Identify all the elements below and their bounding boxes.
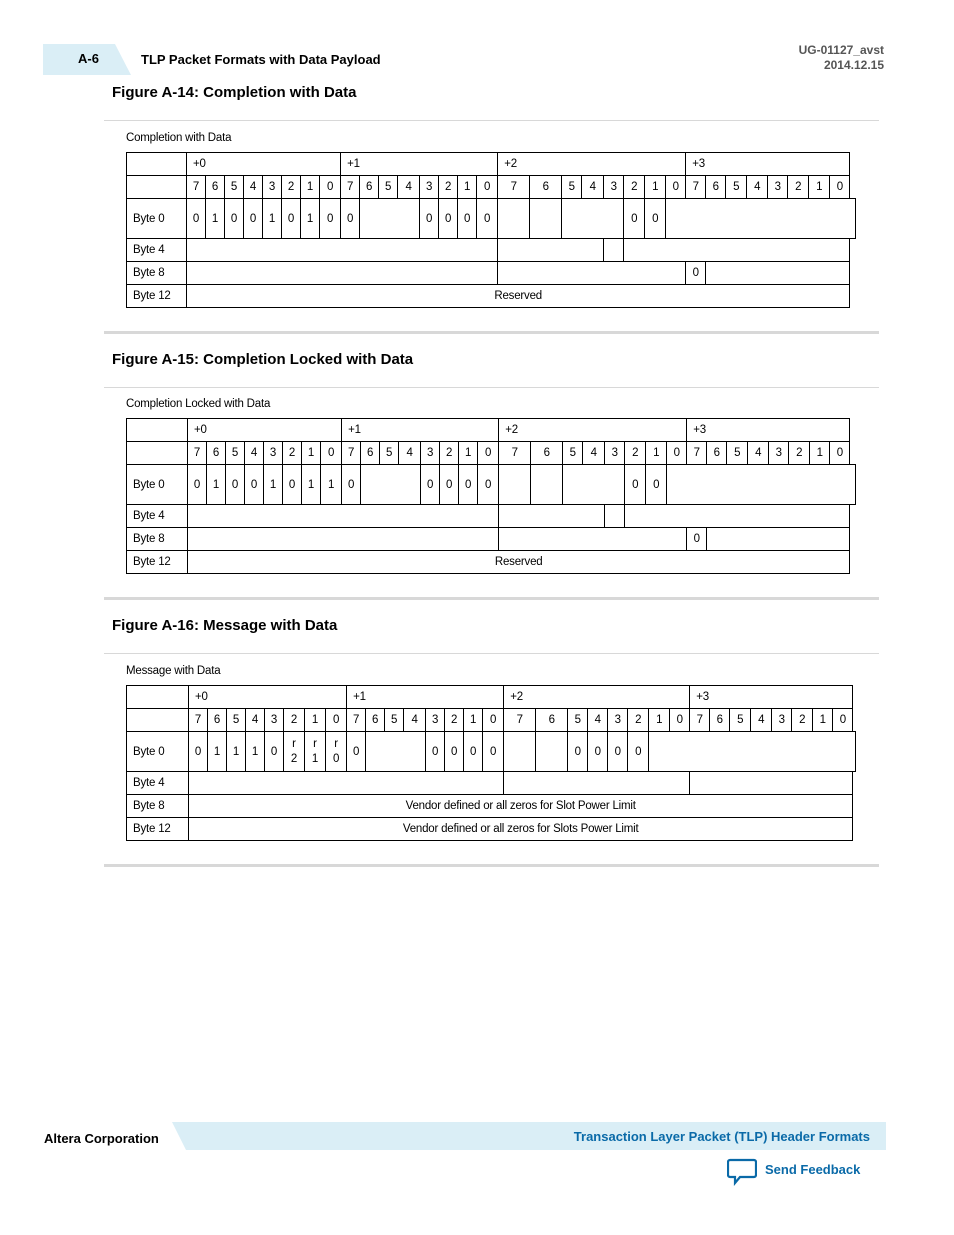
bit-number-cell: 1 — [305, 709, 326, 732]
bit-number-cell: 7 — [342, 442, 361, 465]
bit-number-cell: 5 — [385, 709, 404, 732]
doc-date: 2014.12.15 — [823, 58, 884, 72]
bit-number-cell: 3 — [420, 176, 439, 199]
figure-title: Figure A-15: Completion Locked with Data — [112, 351, 414, 368]
page-number: A-6 — [78, 51, 99, 66]
bit-number-cell: 0 — [667, 442, 687, 465]
bit-cell: 0 — [568, 732, 588, 772]
routing-bit-cell — [305, 732, 326, 772]
bit-number-cell: 1 — [809, 176, 830, 199]
tlp-header-table — [126, 685, 856, 841]
bit-cell: 0 — [439, 199, 458, 239]
bit-number-cell: 5 — [379, 176, 398, 199]
bit-number-cell: 2 — [792, 709, 813, 732]
bit-cell: 1 — [227, 732, 246, 772]
field-cell — [667, 465, 856, 505]
bit-cell: 0 — [347, 732, 366, 772]
row-label: Byte 12 — [127, 285, 187, 308]
bit-number-cell: 3 — [769, 442, 789, 465]
bit-number-cell: 3 — [421, 442, 440, 465]
bit-number-cell: 5 — [380, 442, 399, 465]
bit-number-cell: 5 — [568, 709, 588, 732]
row-label: Byte 12 — [127, 551, 188, 574]
figure-title: Figure A-16: Message with Data — [112, 617, 338, 634]
row-label: Byte 8 — [127, 262, 187, 285]
bit-number-cell: 1 — [458, 176, 477, 199]
byte-group-label: +0 — [188, 419, 342, 442]
bit-cell: 0 — [189, 732, 208, 772]
routing-bit-index: 0 — [332, 752, 340, 765]
field-cell — [498, 239, 604, 262]
field-cell — [536, 732, 568, 772]
row-label: Byte 0 — [127, 465, 188, 505]
bit-number-cell: 3 — [604, 176, 624, 199]
bit-number-cell: 0 — [321, 442, 342, 465]
bit-cell: 0 — [283, 465, 302, 505]
bit-number-cell: 7 — [189, 709, 208, 732]
bit-number-cell: 4 — [588, 709, 608, 732]
bit-number-cell: 4 — [398, 176, 420, 199]
bit-number-cell: 5 — [225, 176, 244, 199]
footer-company: Altera Corporation — [44, 1131, 159, 1146]
bit-number-cell: 2 — [282, 176, 301, 199]
figure-bottom-rule — [104, 331, 879, 334]
bit-cell: 1 — [302, 465, 321, 505]
bit-cell: 0 — [226, 465, 245, 505]
bit-cell: 0 — [646, 465, 667, 505]
bit-number-cell: 5 — [563, 442, 583, 465]
vendor-field-cell: Vendor defined or all zeros for Slots Power Limit — [189, 818, 853, 841]
bit-number-cell: 7 — [347, 709, 366, 732]
bit-cell: 0 — [342, 465, 361, 505]
bit-number-cell: 7 — [499, 442, 531, 465]
byte-group-label: +3 — [690, 686, 853, 709]
figure-caption: Completion with Data — [126, 132, 232, 144]
bit-cell: 1 — [208, 732, 227, 772]
bit-number-cell: 4 — [246, 709, 265, 732]
bit-number-cell: 7 — [498, 176, 530, 199]
bit-number-cell: 3 — [265, 709, 284, 732]
bit-number-cell: 7 — [690, 709, 710, 732]
bit-cell: 1 — [246, 732, 265, 772]
bit-cell: 1 — [207, 465, 226, 505]
bit-number-cell: 4 — [244, 176, 263, 199]
field-cell — [706, 262, 850, 285]
bit-number-cell: 2 — [788, 176, 809, 199]
field-cell — [187, 262, 498, 285]
bit-number-cell: 7 — [188, 442, 207, 465]
bit-number-cell: 2 — [625, 442, 646, 465]
byte-group-label: +3 — [686, 153, 850, 176]
bit-cell: 0 — [624, 199, 645, 239]
bit-number-cell: 4 — [582, 176, 604, 199]
bit-number-cell: 3 — [772, 709, 792, 732]
routing-bit-r: r — [334, 737, 338, 750]
bit-cell: 1 — [301, 199, 320, 239]
byte-group-label: +3 — [687, 419, 850, 442]
bit-number-cell: 6 — [366, 709, 385, 732]
field-cell — [563, 465, 625, 505]
field-cell — [690, 772, 853, 795]
bit-number-row — [127, 709, 856, 732]
figure-top-rule — [104, 120, 879, 121]
bit-cell: 1 — [264, 465, 283, 505]
bit-cell: 0 — [440, 465, 459, 505]
field-cell — [666, 199, 856, 239]
bit-cell: 0 — [686, 262, 706, 285]
field-cell — [707, 528, 850, 551]
bit-cell: 0 — [687, 528, 707, 551]
bit-number-cell: 6 — [536, 709, 568, 732]
bit-cell: 0 — [458, 199, 477, 239]
field-cell — [649, 732, 856, 772]
bit-number-cell: 7 — [686, 176, 706, 199]
bit-number-cell: 5 — [727, 442, 748, 465]
bit-number-cell: 4 — [748, 442, 769, 465]
bit-cell: 1 — [263, 199, 282, 239]
doc-id-code: UG-01127_avst — [798, 43, 884, 57]
bit-number-cell: 3 — [768, 176, 788, 199]
routing-bit-r: r — [313, 737, 317, 750]
field-cell — [531, 465, 563, 505]
feedback-icon[interactable] — [727, 1158, 757, 1191]
bit-number-cell: 0 — [320, 176, 341, 199]
figure-bottom-rule — [104, 864, 879, 867]
bit-number-cell: 2 — [284, 709, 305, 732]
footer-chapter-link[interactable]: Transaction Layer Packet (TLP) Header Formats — [573, 1129, 870, 1144]
bit-number-cell: 2 — [439, 176, 458, 199]
field-cell — [562, 199, 624, 239]
row-label: Byte 0 — [127, 199, 187, 239]
bit-number-cell: 2 — [440, 442, 459, 465]
bit-number-cell: 7 — [341, 176, 360, 199]
bit-number-cell: 4 — [245, 442, 264, 465]
byte-group-label: +0 — [189, 686, 347, 709]
bit-cell: 0 — [341, 199, 360, 239]
bit-number-cell: 3 — [608, 709, 628, 732]
field-cell — [504, 772, 690, 795]
field-cell — [189, 772, 504, 795]
bit-number-cell: 1 — [302, 442, 321, 465]
bit-number-cell: 5 — [562, 176, 582, 199]
reserved-cell: Reserved — [187, 285, 850, 308]
row-label: Byte 8 — [127, 795, 189, 818]
bit-number-cell: 6 — [361, 442, 380, 465]
field-cell — [624, 239, 850, 262]
bit-number-cell: 4 — [583, 442, 605, 465]
field-cell — [498, 262, 686, 285]
figure-caption: Completion Locked with Data — [126, 398, 271, 410]
bit-number-cell: 6 — [208, 709, 227, 732]
bit-number-cell: 3 — [263, 176, 282, 199]
bit-number-cell: 7 — [187, 176, 206, 199]
bit-cell: 0 — [225, 199, 244, 239]
field-cell — [499, 528, 687, 551]
bit-number-cell: 2 — [789, 442, 810, 465]
bit-cell: 0 — [320, 199, 341, 239]
bit-cell: 0 — [245, 465, 264, 505]
bit-number-cell: 0 — [830, 176, 850, 199]
byte-group-label: +2 — [504, 686, 690, 709]
vendor-field-cell: Vendor defined or all zeros for Slot Power Limit — [189, 795, 853, 818]
row-label: Byte 4 — [127, 505, 188, 528]
bit-number-row — [127, 176, 856, 199]
figure-top-rule — [104, 387, 879, 388]
field-cell — [499, 505, 605, 528]
bit-number-cell: 6 — [206, 176, 225, 199]
field-cell — [530, 199, 562, 239]
bit-cell: 0 — [426, 732, 445, 772]
reserved-cell: Reserved — [188, 551, 850, 574]
bit-cell: 0 — [625, 465, 646, 505]
bit-cell: 0 — [608, 732, 628, 772]
corner-cell — [127, 176, 187, 199]
bit-number-cell: 1 — [810, 442, 830, 465]
field-cell — [366, 732, 426, 772]
bit-cell: 0 — [187, 199, 206, 239]
routing-bit-r: r — [292, 737, 296, 750]
corner-cell — [127, 442, 188, 465]
row-label: Byte 12 — [127, 818, 189, 841]
field-cell — [187, 239, 498, 262]
figure-bottom-rule — [104, 597, 879, 600]
row-label: Byte 8 — [127, 528, 188, 551]
doc-id — [799, 43, 884, 73]
bit-number-cell: 2 — [624, 176, 645, 199]
field-cell — [604, 239, 624, 262]
field-cell — [188, 505, 499, 528]
field-cell — [499, 465, 531, 505]
bit-cell: 0 — [483, 732, 504, 772]
row-label: Byte 4 — [127, 772, 189, 795]
bit-number-cell: 5 — [726, 176, 747, 199]
bit-cell: 0 — [282, 199, 301, 239]
section-title: TLP Packet Formats with Data Payload — [141, 52, 381, 67]
bit-cell: 0 — [588, 732, 608, 772]
row-label: Byte 0 — [127, 732, 189, 772]
field-cell — [361, 465, 421, 505]
bit-cell: 0 — [478, 465, 499, 505]
bit-number-cell: 2 — [283, 442, 302, 465]
bit-cell: 0 — [645, 199, 666, 239]
figure-caption: Message with Data — [126, 665, 221, 677]
bit-number-cell: 6 — [710, 709, 730, 732]
routing-bit-cell — [326, 732, 347, 772]
bit-number-cell: 0 — [326, 709, 347, 732]
corner-cell — [127, 153, 187, 176]
byte-group-label: +1 — [347, 686, 504, 709]
bit-number-cell: 1 — [649, 709, 670, 732]
bit-number-cell: 0 — [478, 442, 499, 465]
bit-cell: 0 — [420, 199, 439, 239]
figure-top-rule — [104, 653, 879, 654]
bit-number-cell: 4 — [399, 442, 421, 465]
bit-number-cell: 6 — [706, 176, 726, 199]
bit-number-cell: 1 — [645, 176, 666, 199]
bit-number-cell: 0 — [483, 709, 504, 732]
bit-number-cell: 3 — [426, 709, 445, 732]
bit-number-cell: 6 — [531, 442, 563, 465]
routing-bit-index: 2 — [290, 752, 298, 765]
routing-bit-cell — [284, 732, 305, 772]
bit-number-cell: 4 — [747, 176, 768, 199]
bit-cell: 0 — [628, 732, 649, 772]
field-cell — [605, 505, 625, 528]
bit-number-cell: 0 — [670, 709, 690, 732]
bit-cell: 0 — [244, 199, 263, 239]
bit-cell: 1 — [321, 465, 342, 505]
bit-number-cell: 0 — [830, 442, 850, 465]
bit-cell: 0 — [464, 732, 483, 772]
bit-number-cell: 3 — [605, 442, 625, 465]
send-feedback-link[interactable]: Send Feedback — [765, 1162, 861, 1177]
byte-group-label: +1 — [342, 419, 499, 442]
bit-number-cell: 4 — [404, 709, 426, 732]
field-cell — [188, 528, 499, 551]
bit-cell: 0 — [477, 199, 498, 239]
bit-number-cell: 4 — [751, 709, 772, 732]
bit-cell: 0 — [445, 732, 464, 772]
bit-number-cell: 6 — [207, 442, 226, 465]
corner-cell — [127, 709, 189, 732]
byte-group-label: +2 — [498, 153, 686, 176]
bit-number-cell: 3 — [264, 442, 283, 465]
bit-cell: 0 — [459, 465, 478, 505]
bit-cell: 0 — [421, 465, 440, 505]
bit-number-cell: 2 — [445, 709, 464, 732]
tlp-header-table — [126, 152, 856, 308]
bit-number-cell: 2 — [628, 709, 649, 732]
bit-number-cell: 6 — [530, 176, 562, 199]
byte-group-label: +1 — [341, 153, 498, 176]
bit-number-cell: 7 — [687, 442, 707, 465]
bit-number-row — [127, 442, 856, 465]
bit-number-cell: 6 — [707, 442, 727, 465]
byte-group-label: +2 — [499, 419, 687, 442]
tlp-header-table — [126, 418, 856, 574]
figure-title: Figure A-14: Completion with Data — [112, 84, 357, 101]
bit-number-cell: 5 — [227, 709, 246, 732]
byte-group-label: +0 — [187, 153, 341, 176]
bit-number-cell: 1 — [301, 176, 320, 199]
corner-cell — [127, 419, 188, 442]
field-cell — [625, 505, 850, 528]
corner-cell — [127, 686, 189, 709]
bit-cell: 1 — [206, 199, 225, 239]
bit-number-cell: 6 — [360, 176, 379, 199]
bit-number-cell: 5 — [730, 709, 751, 732]
bit-cell: 0 — [265, 732, 284, 772]
bit-number-cell: 0 — [666, 176, 686, 199]
bit-number-cell: 1 — [813, 709, 833, 732]
routing-bit-index: 1 — [311, 752, 319, 765]
field-cell — [360, 199, 420, 239]
bit-number-cell: 5 — [226, 442, 245, 465]
bit-number-cell: 1 — [459, 442, 478, 465]
bit-number-cell: 1 — [464, 709, 483, 732]
row-label: Byte 4 — [127, 239, 187, 262]
field-cell — [498, 199, 530, 239]
bit-number-cell: 0 — [477, 176, 498, 199]
bit-number-cell: 7 — [504, 709, 536, 732]
bit-number-cell: 0 — [833, 709, 853, 732]
field-cell — [504, 732, 536, 772]
bit-cell: 0 — [188, 465, 207, 505]
bit-number-cell: 1 — [646, 442, 667, 465]
